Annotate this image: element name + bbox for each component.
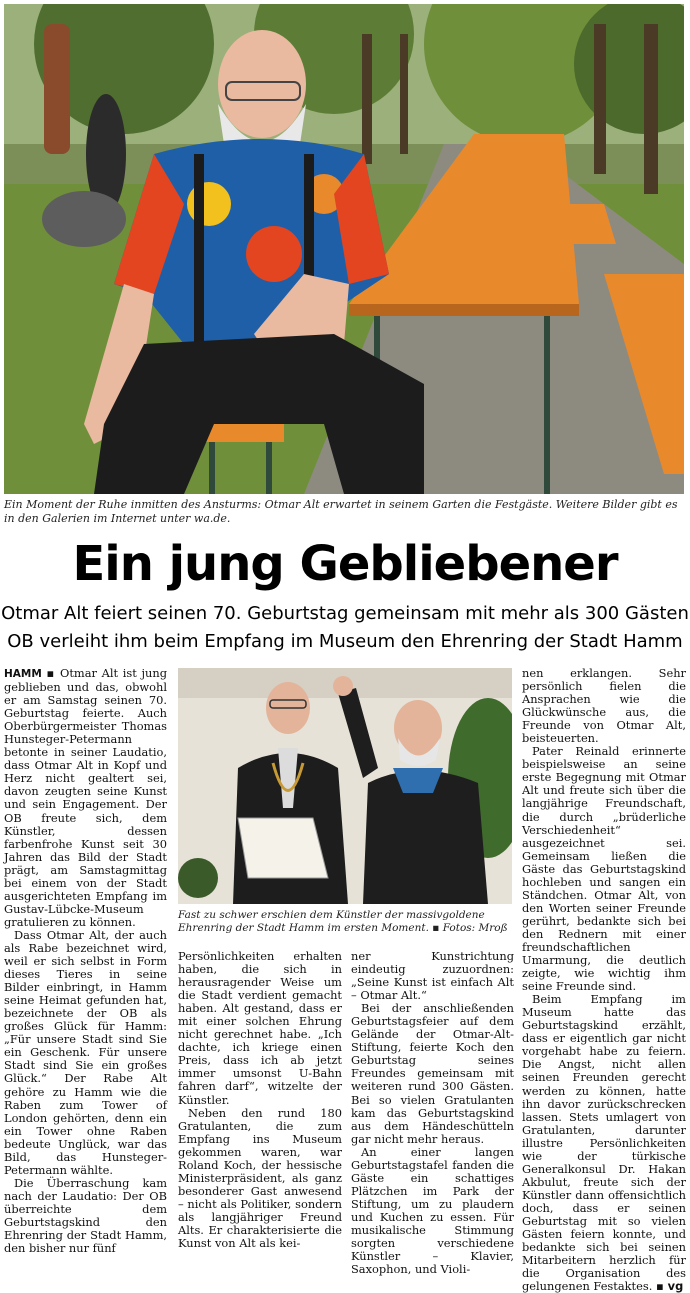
article-column-1 (4, 667, 167, 1255)
subheadline-2: OB verleiht ihm beim Empfang im Museum den Ehrenring der Stadt Hamm (7, 631, 683, 652)
dateline: HAMM (4, 668, 42, 680)
paragraph: ner Kunstrichtung eindeutig zuzuordnen: „Seine Kunst ist einfach Alt – Otmar Alt.“ (351, 949, 514, 1003)
author-signoff: ▪ vg (655, 1279, 684, 1293)
second-photo (178, 668, 512, 904)
paragraph: Pater Reinald erinnerte beispielsweise an seine erste Begegnung mit Otmar Alt und freute sich über die langjährige Freundschaft, die durch „brüderliche Verschiedenheit“ ausgezeichnet sei. Gemeinsam ließen die Gäste das Geburtstagskind hochleben und sangen ein Ständchen. Otmar Alt, von den Worten seiner Freunde gerührt, bedankte sich bei den Rednern mit einer freundschaftlichen Umarmung, die deutlich zeigte, wie wichtig ihm seine Freunde sind. (522, 744, 686, 994)
subheadline-1: Otmar Alt feiert seinen 70. Geburtstag gemeinsam mit mehr als 300 Gästen (1, 603, 689, 624)
paragraph: Persönlichkeiten erhalten haben, die sich in herausragender Weise um die Stadt verdient gemacht haben. Alt gestand, dass er mit einer solchen Ehrung nicht gerechnet habe. „Ich dachte, ich kriege einen Preis, dass ich ab jetzt immer umsonst U-Bahn fahren darf“, witzelte der Künstler. (178, 949, 342, 1107)
paragraph-text: Beim Empfang im Museum hatte das Geburtstagskind erzählt, dass er eigentlich gar nicht vorgehabt habe zu feiern. Die Angst, nicht allen seinen Freunden gerecht werden zu können, hatte ihn davor zurückschrecken lassen. Stets umlagert von Gratulanten, darunter illustre Persönlichkeiten wie der türkische Generalkonsul Dr. Hakan Akbulut, freute sich der Künstler dann offensichtlich doch, dass er seinen Geburtstag mit so vielen Gästen feiern konnte, und bedankte sich bei seinen Mitarbeitern herzlich für die Organisation des gelungenen Festaktes. (522, 992, 686, 1293)
paragraph: An einer langen Geburtstagstafel fanden die Gäste ein schattiges Plätzchen im Park der Stiftung, um zu plaudern und Kuchen zu essen. Für musikalische Stimmung sorgten verschiedene Künstler – Klavier, Saxophon, und Violi- (351, 1144, 514, 1277)
paragraph: Die Überraschung kam nach der Laudatio: Der OB überreichte dem Geburtstagskind den Ehrenring der Stadt Hamm, den bisher nur fünf (4, 1175, 167, 1256)
paragraph-text: Otmar Alt ist jung geblieben und das, obwohl er am Samstag seinen 70. Geburtstag feierte. Auch Oberbürgermeister Thomas Hunsteger-Petermann betonte in seiner Laudatio, dass Otmar Alt in Kopf und Herz nicht gealtert sei, davon zeugten seine Kunst und sein Engagement. Der OB freute sich, dem Künstler, dessen farbenfrohe Kunst seit 30 Jahren das Bild der Stadt prägt, am Samstagmittag bei einem von der Stadt ausgerichteten Empfang im Gustav-Lübcke-Museum gratulieren zu können. (4, 666, 168, 929)
paragraph: Bei der anschließenden Geburtstagsfeier auf dem Gelände der Otmar-Alt-Stiftung, feierte Koch den Geburtstag seines Freundes gemeinsam mit weiteren rund 300 Gästen. Bei so vielen Gratulanten kam das Geburtstagskind aus dem Händeschütteln gar nicht mehr heraus. (351, 1001, 514, 1146)
paragraph: HAMM ▪ Otmar Alt ist jung geblieben und das, obwohl er am Samstag seinen 70. Geburtstag feierte. Auch Oberbürgermeister Thomas Hunsteger-Petermann betonte in seiner Laudatio, dass Otmar Alt in Kopf und Herz nicht gealtert sei, davon zeugten seine Kunst und sein Engagement. Der OB freute sich, dem Künstler, dessen farbenfrohe Kunst seit 30 Jahren das Bild der Stadt prägt, am Samstagmittag bei einem von der Stadt ausgerichteten Empfang im Gustav-Lübcke-Museum gratulieren zu können. (4, 666, 168, 929)
paragraph: Dass Otmar Alt, der auch als Rabe bezeichnet wird, weil er sich selbst in Form dieses Tieres in seine Bilder einbringt, in Hamm seine Heimat gefunden hat, bezeichnete der OB als großes Glück für Hamm: „Für unsere Stadt sind Sie ein Geschenk. Für unsere Stadt sind Sie ein großes Glück.“ Der Rabe Alt gehöre zu Hamm wie die Raben zum Tower of London gehörten, denn ein ein Tower ohne Raben bedeute Unglück, war das Bild, das Hunsteger-Petermann wählte. (4, 927, 167, 1177)
paragraph (522, 993, 686, 1293)
paragraph: nen erklangen. Sehr persönlich fielen die Ansprachen wie die Glückwünsche aus, die Freunde von Otmar Alt, beisteuerten. (522, 666, 686, 746)
article-column-3 (351, 950, 514, 1276)
main-photo (4, 4, 684, 494)
second-photo-caption: Fast zu schwer erschien dem Künstler der massivgoldene Ehrenring der Stadt Hamm im ersten Moment. ▪ Fotos: Mroß (178, 909, 508, 934)
article-column-2 (178, 950, 342, 1250)
main-photo-caption: Ein Moment der Ruhe inmitten des Ansturms: Otmar Alt erwartet in seinem Garten die Festgäste. Weitere Bilder gibt es in den Galerien im Internet unter wa.de. (4, 498, 678, 525)
paragraph: Neben den rund 180 Gratulanten, die zum Empfang ins Museum gekommen waren, war Roland Koch, der hessische Ministerpräsident, als ganz besonderer Gast anwesend – nicht als Politiker, sondern als langjähriger Freund Alts. Er charakterisierte die Kunst von Alt als kei- (178, 1105, 342, 1251)
headline: Ein jung Gebliebener (72, 536, 618, 592)
article-column-4 (522, 667, 686, 1293)
